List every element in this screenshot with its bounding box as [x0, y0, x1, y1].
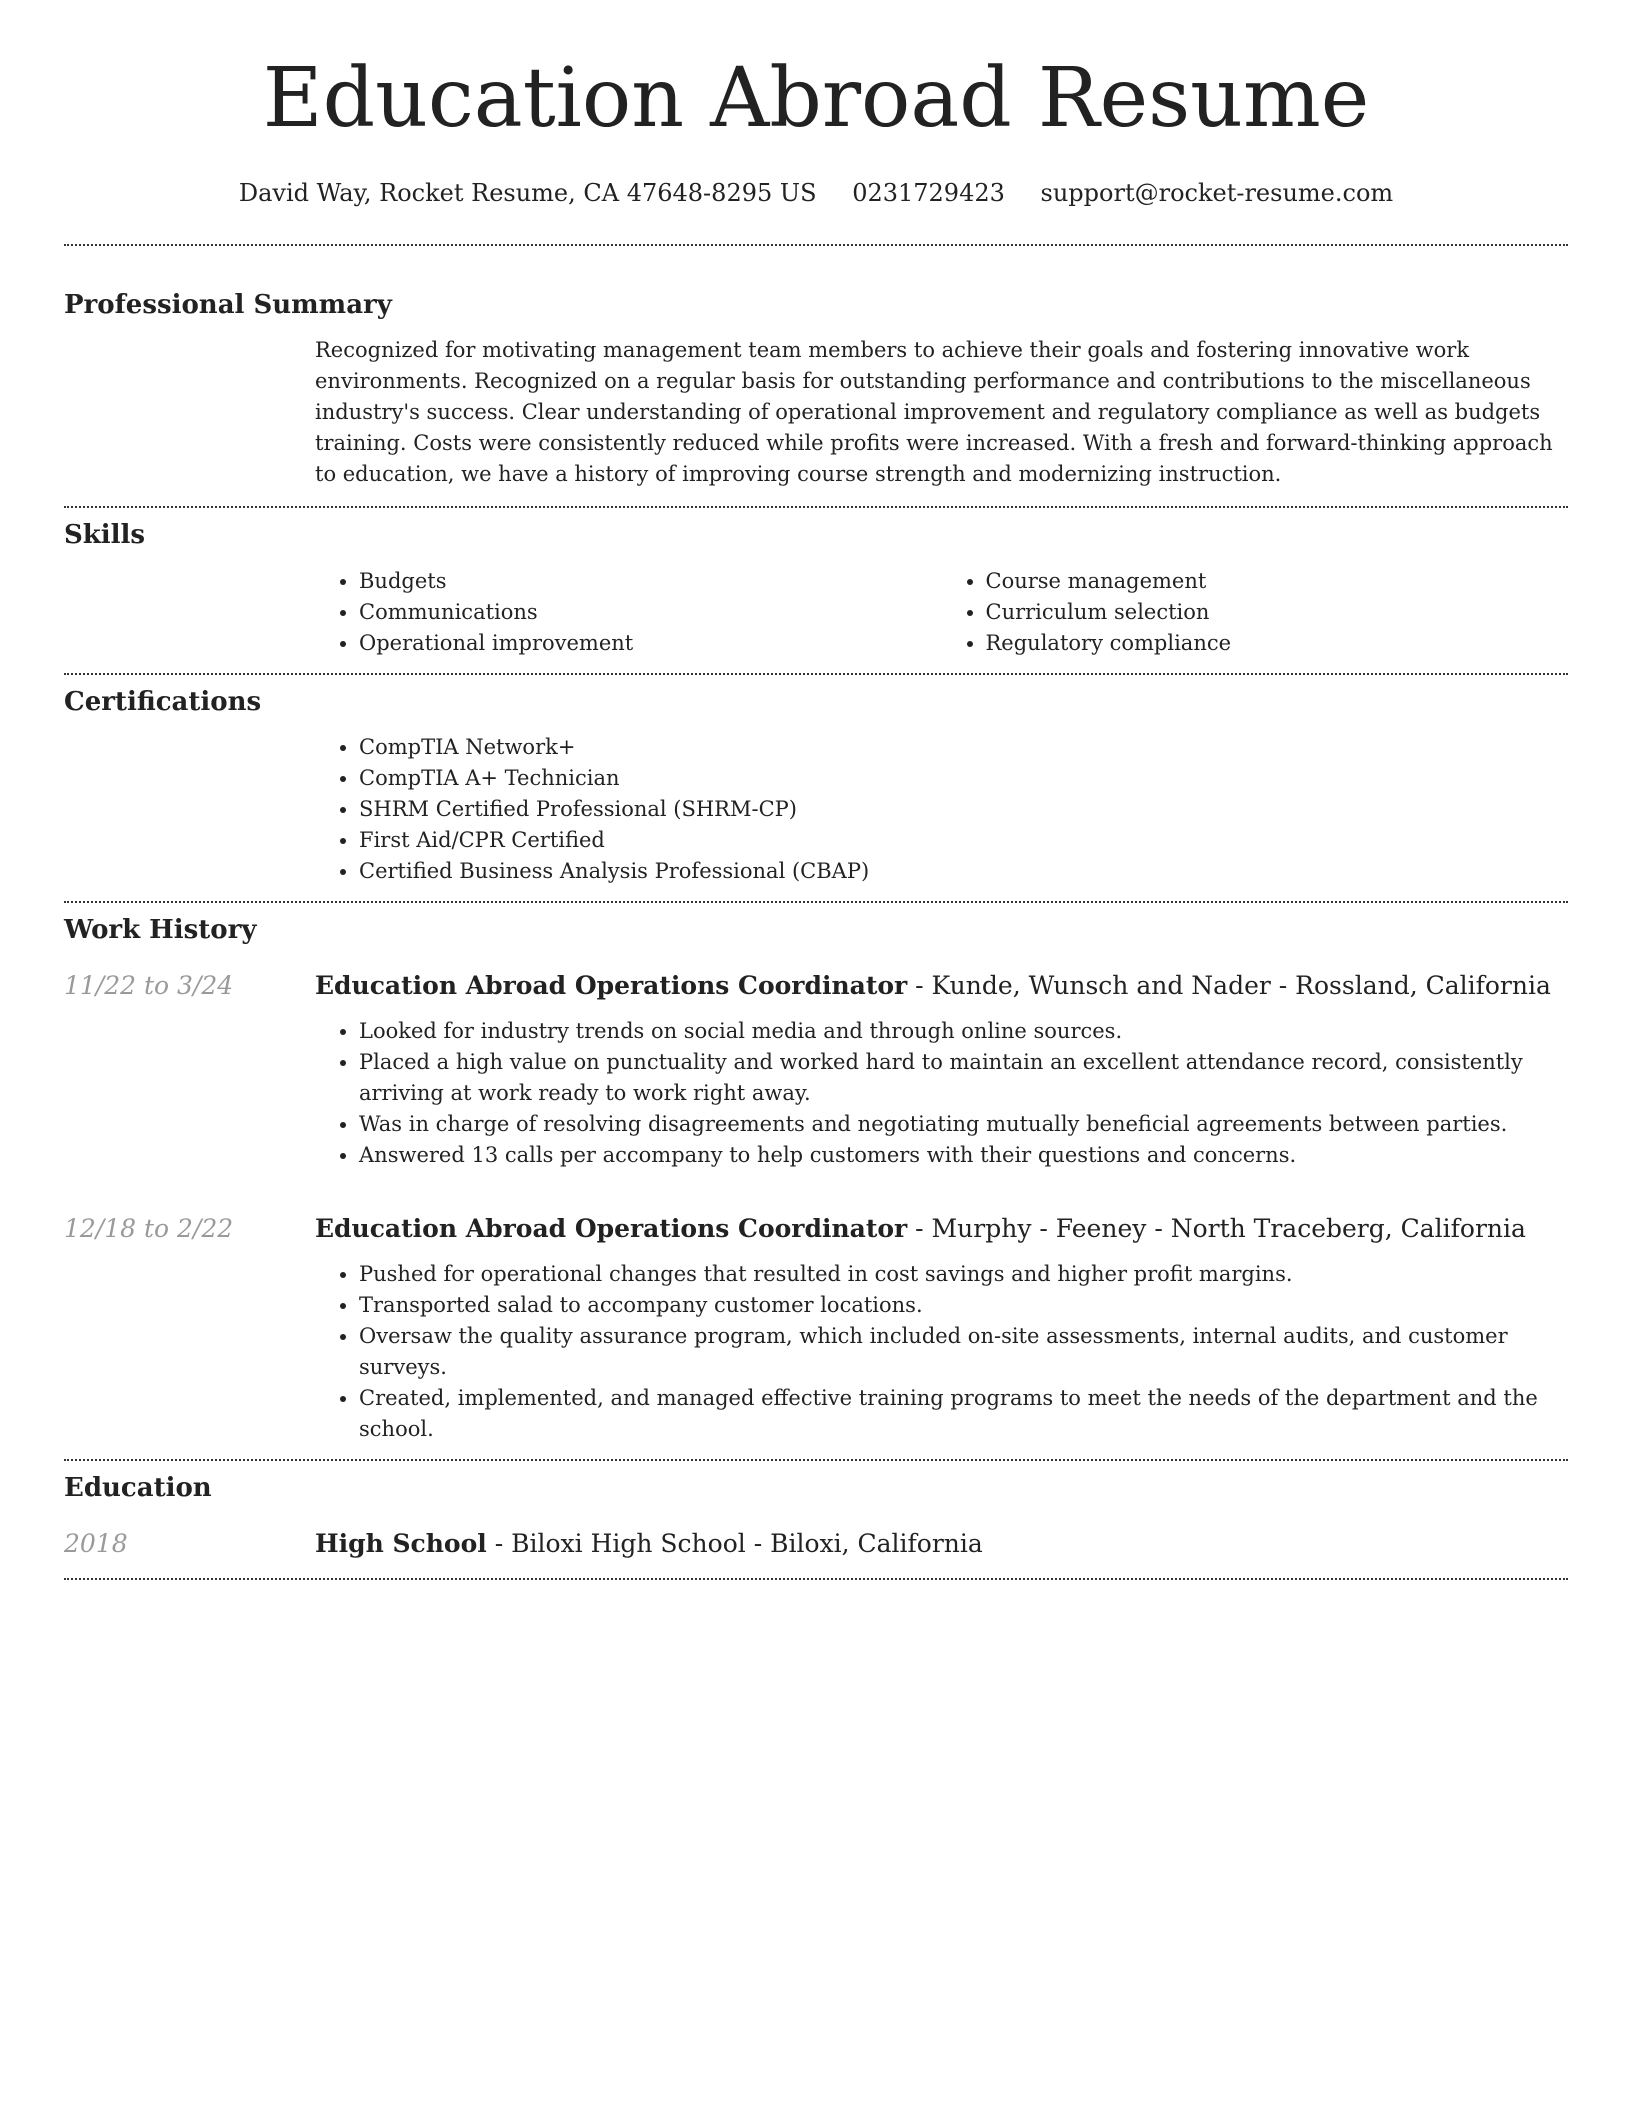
education-heading-line: [315, 1528, 1568, 1560]
contact-address: David Way, Rocket Resume, CA 47648-8295 US: [238, 179, 817, 207]
education-section: [64, 1461, 1568, 1578]
job-details: - Murphy - Feeney - North Traceberg, California: [907, 1213, 1526, 1243]
job-bullets: [315, 1259, 1568, 1445]
job-role: Education Abroad Operations Coordinator: [315, 1213, 908, 1243]
job-bullet: • Transported salad to accompany customer locations.: [359, 1290, 1568, 1321]
skills-section: [64, 508, 1568, 672]
education-details: - Biloxi High School - Biloxi, California: [486, 1529, 983, 1559]
education-degree: High School: [315, 1529, 487, 1559]
certifications-heading: Certifications: [64, 686, 262, 717]
certifications-section: [64, 675, 1568, 901]
job-dates: 11/22 to 3/24: [64, 970, 234, 1000]
skills-column-right: [942, 566, 1569, 659]
work-history-heading: Work History: [64, 914, 257, 945]
skills-heading: Skills: [64, 520, 146, 551]
certifications-list: [315, 732, 1568, 887]
contact-phone: 0231729423: [852, 179, 1005, 207]
job-bullet: • Was in charge of resolving disagreements and negotiating mutually beneficial agreements between parties.: [359, 1109, 1568, 1140]
education-heading: Education: [64, 1472, 212, 1503]
certification-item: • CompTIA A+ Technician: [359, 763, 1568, 794]
skill-item: • Communications: [359, 597, 942, 628]
certification-item: • First Aid/CPR Certified: [359, 825, 1568, 856]
skills-list: [315, 566, 1568, 673]
job-bullet: • Pushed for operational changes that resulted in cost savings and higher profit margins.: [359, 1259, 1568, 1290]
skill-item: • Curriculum selection: [986, 597, 1569, 628]
job-heading: [315, 1213, 1568, 1245]
certifications-body: [315, 732, 1568, 901]
job-bullet: • Oversaw the quality assurance program, which included on-site assessments, internal audits, and customer surveys.: [359, 1321, 1568, 1383]
skills-column-left: [315, 566, 942, 659]
skill-item: • Course management: [986, 566, 1569, 597]
certification-item: • SHRM Certified Professional (SHRM-CP): [359, 794, 1568, 825]
education-year: 2018: [64, 1529, 128, 1559]
job-details: - Kunde, Wunsch and Nader - Rossland, California: [907, 970, 1551, 1000]
summary-text: Recognized for motivating management team members to achieve their goals and fostering innovative work environments. Recognized on a regular basis for outstanding performance and contributions to the miscellaneous industry's success. Clear understanding of operational improvement and regulatory compliance as well as budgets training. Costs were consistently reduced while profits were increased. With a fresh and forward-thinking approach to education, we have a history of improving course strength and modernizing instruction.: [315, 338, 1553, 487]
certification-item: • Certified Business Analysis Professional (CBAP): [359, 856, 1568, 887]
resume-title: Education Abroad Resume: [262, 51, 1370, 146]
summary-body: [315, 335, 1568, 506]
job-bullet: • Answered 13 calls per accompany to help customers with their questions and concerns.: [359, 1140, 1568, 1171]
job-entry: [64, 970, 1568, 1171]
certification-item: • CompTIA Network+: [359, 732, 1568, 763]
job-heading: [315, 970, 1568, 1002]
summary-section: [64, 246, 1568, 506]
job-entry: [64, 1213, 1568, 1459]
job-bullet-list: [315, 1259, 1568, 1445]
job-bullet: • Created, implemented, and managed effective training programs to meet the needs of the department and the school.: [359, 1383, 1568, 1445]
contact-line: [64, 178, 1568, 209]
job-bullet-list: [315, 1016, 1568, 1171]
job-bullet: • Placed a high value on punctuality and worked hard to maintain an excellent attendance record, consistently arriving at work ready to work right away.: [359, 1047, 1568, 1109]
job-bullets: [315, 1016, 1568, 1171]
skill-item: • Operational improvement: [359, 628, 942, 659]
divider: [64, 1578, 1568, 1580]
summary-heading: Professional Summary: [64, 290, 392, 321]
job-bullet: • Looked for industry trends on social media and through online sources.: [359, 1016, 1568, 1047]
job-dates: 12/18 to 2/22: [64, 1213, 234, 1243]
work-history-section: [64, 903, 1568, 1459]
contact-email: support@rocket-resume.com: [1040, 179, 1394, 207]
education-entry: [64, 1528, 1568, 1560]
skill-item: • Regulatory compliance: [986, 628, 1569, 659]
skill-item: • Budgets: [359, 566, 942, 597]
job-role: Education Abroad Operations Coordinator: [315, 970, 908, 1000]
